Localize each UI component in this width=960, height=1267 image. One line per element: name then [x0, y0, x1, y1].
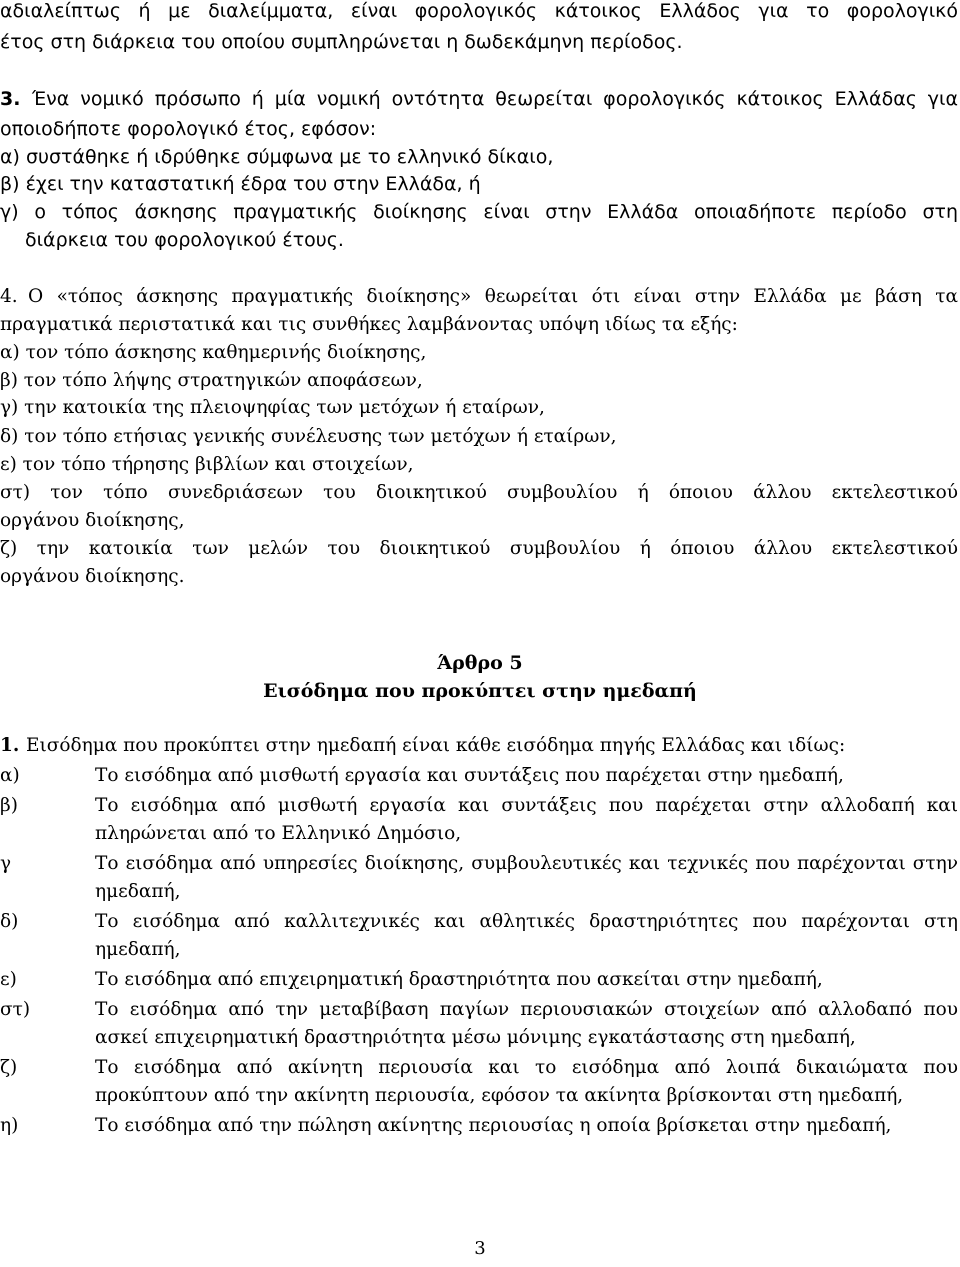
- art5-item: η) Το εισόδημα από την πώληση ακίνητης περιουσίας η οποία βρίσκεται στην ημεδαπή,: [0, 1115, 892, 1136]
- para3-item-a: α) συστάθηκε ή ιδρύθηκε σύμφωνα με το ελληνικό δίκαιο,: [0, 146, 554, 168]
- art5-number: 1.: [0, 735, 20, 756]
- para4-item: γ) την κατοικία της πλειοψηφίας των μετόχων ή εταίρων,: [0, 397, 545, 418]
- page-number: 3: [474, 1238, 486, 1259]
- para4-line-2: πραγματικά περιστατικά και τις συνθήκες λαμβάνοντας υπόψη ιδίως τα εξής:: [0, 314, 738, 335]
- para4-item-z-line-1: ζ) την κατοικία των μελών του διοικητικού συμβουλίου ή όποιου άλλου εκτελεστικού: [0, 538, 958, 559]
- article-title: Εισόδημα που προκύπτει στην ημεδαπή: [263, 680, 697, 702]
- para4-item: α) τον τόπο άσκησης καθημερινής διοίκησης,: [0, 342, 427, 363]
- article-number: Άρθρο 5: [437, 652, 523, 674]
- art5-item: δ) Το εισόδημα από καλλιτεχνικές και αθλητικές δραστηριότητες που παρέχονται στη ημεδαπή,: [0, 911, 958, 960]
- art5-item: ζ) Το εισόδημα από ακίνητη περιουσία και το εισόδημα από λοιπά δικαιώματα που προκύπτουν από την ακίνητη περιουσία, εφόσον τα ακίνητα βρίσκονται στη ημεδαπή,: [0, 1057, 958, 1106]
- para4-item: ε) τον τόπο τήρησης βιβλίων και στοιχείων,: [0, 454, 414, 475]
- art5-item: γ Το εισόδημα από υπηρεσίες διοίκησης, συμβουλευτικές και τεχνικές που παρέχονται στην ημεδαπή,: [0, 853, 958, 902]
- art5-item: ε) Το εισόδημα από επιχειρηματική δραστηριότητα που ασκείται στην ημεδαπή,: [0, 969, 823, 990]
- para4-item-z-line-2: οργάνου διοίκησης.: [0, 566, 185, 587]
- art5-item: β) Το εισόδημα από μισθωτή εργασία και συντάξεις που παρέχεται στην αλλοδαπή και πληρώνεται από το Ελληνικό Δημόσιο,: [0, 795, 958, 844]
- top-text-line-1: αδιαλείπτως ή με διαλείμματα, είναι φορολογικός κάτοικος Ελλάδος για το φορολογικό: [0, 0, 958, 22]
- top-text-line-2: έτος στη διάρκεια του οποίου συμπληρώνεται η δωδεκάμηνη περίοδος.: [0, 31, 683, 53]
- para4-item-st-line-2: οργάνου διοίκησης,: [0, 510, 185, 531]
- para3-line-2: οποιοδήποτε φορολογικό έτος, εφόσον:: [0, 118, 377, 140]
- para3-item-c-line-1: γ) ο τόπος άσκησης πραγματικής διοίκησης είναι στην Ελλάδα οποιαδήποτε περίοδο στη: [0, 201, 958, 223]
- para3-item-c-line-2: διάρκεια του φορολογικού έτους.: [25, 229, 344, 251]
- para3-number: 3.: [0, 88, 21, 110]
- art5-item: α) Το εισόδημα από μισθωτή εργασία και συντάξεις που παρέχεται στην ημεδαπή,: [0, 765, 844, 786]
- para4-line-1: 4. Ο «τόπος άσκησης πραγματικής διοίκησης» θεωρείται ότι είναι στην Ελλάδα με βάση τα: [0, 286, 958, 307]
- para3-line-1: 3. Ένα νομικό πρόσωπο ή μία νομική οντότητα θεωρείται φορολογικός κάτοικος Ελλάδας για: [0, 88, 958, 110]
- para4-number: 4.: [0, 286, 18, 307]
- para4-item: δ) τον τόπο ετήσιας γενικής συνέλευσης των μετόχων ή εταίρων,: [0, 426, 617, 447]
- art5-item: στ) Το εισόδημα από την μεταβίβαση παγίων περιουσιακών στοιχείων από αλλοδαπό που ασκεί επιχειρηματική δραστηριότητα μέσω μόνιμης εγκατάστασης στη ημεδαπή,: [0, 999, 958, 1048]
- art5-item-list: [0, 762, 958, 1140]
- para4-item: β) τον τόπο λήψης στρατηγικών αποφάσεων,: [0, 370, 423, 391]
- para4-item-st-line-1: στ) τον τόπο συνεδριάσεων του διοικητικού συμβουλίου ή όποιου άλλου εκτελεστικού: [0, 482, 958, 503]
- para3-item-b: β) έχει την καταστατική έδρα του στην Ελλάδα, ή: [0, 173, 481, 195]
- art5-intro: 1. Εισόδημα που προκύπτει στην ημεδαπή είναι κάθε εισόδημα πηγής Ελλάδας και ιδίως:: [0, 735, 846, 756]
